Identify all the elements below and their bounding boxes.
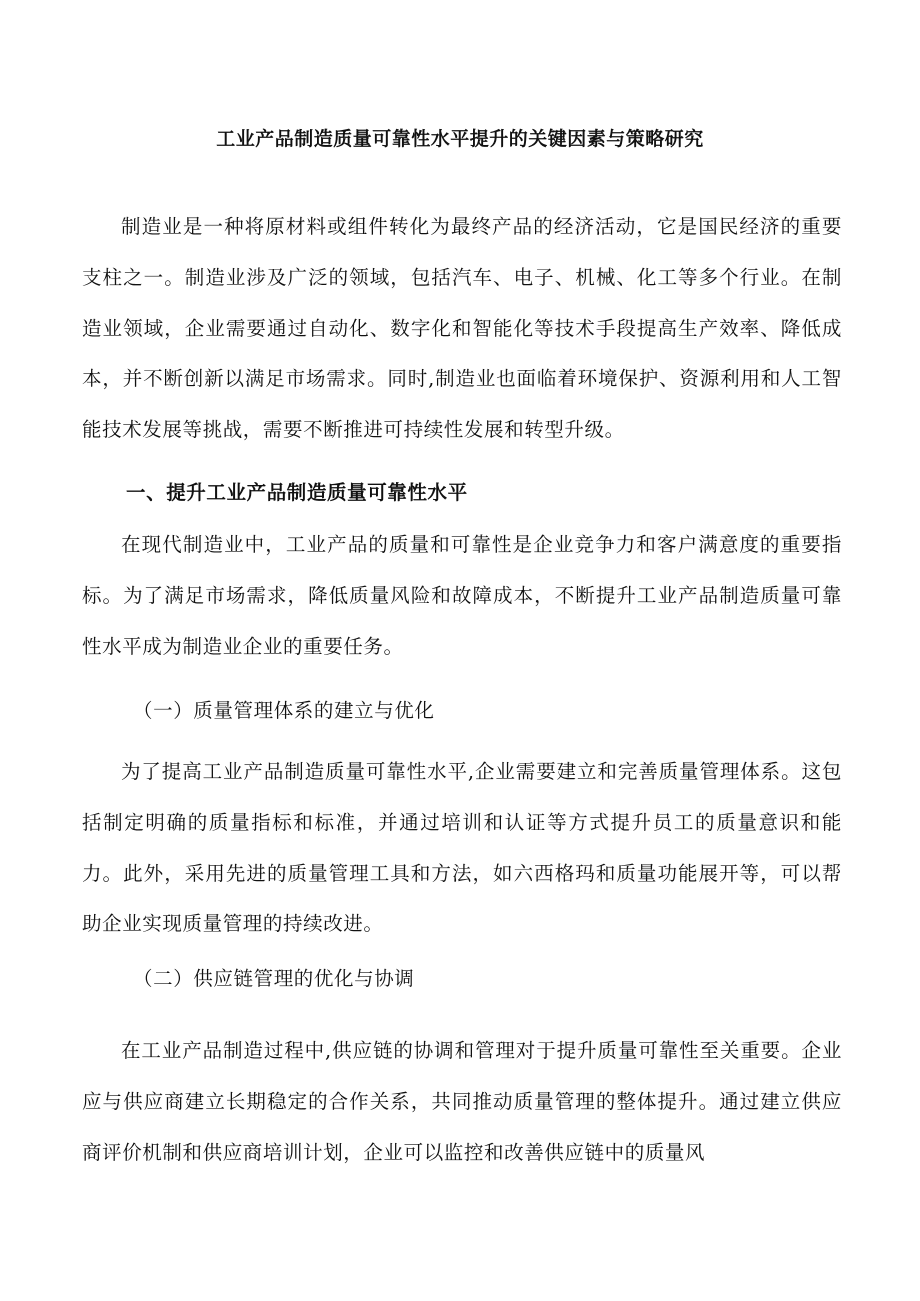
subsection-heading-1: （一）质量管理体系的建立与优化	[133, 699, 435, 722]
intro-paragraph: 制造业是一种将原材料或组件转化为最终产品的经济活动，它是国民经济的重要支柱之一。制造业涉及广泛的领域，包括汽车、电子、机械、化工等多个行业。在制造业领域，企业需要通过自动化、数字化和智能化等技术手段提高生产效率、降低成本，并不断创新以满足市场需求。同时,制造业也面临着环境保护、资源利用和人工智能技术发展等挑战，需要不断推进可持续性发展和转型升级。	[82, 215, 842, 442]
subsection-heading-2: （二）供应链管理的优化与协调	[133, 967, 415, 990]
section-heading-1: 一、提升工业产品制造质量可靠性水平	[126, 481, 468, 504]
subsection-1-paragraph: 为了提高工业产品制造质量可靠性水平,企业需要建立和完善质量管理体系。这包括制定明确的质量指标和标准，并通过培训和认证等方式提升员工的质量意识和能力。此外，采用先进的质量管理工具和方法，如六西格玛和质量功能展开等，可以帮助企业实现质量管理的持续改进。	[82, 760, 842, 936]
subsection-2-paragraph: 在工业产品制造过程中,供应链的协调和管理对于提升质量可靠性至关重要。企业应与供应商建立长期稳定的合作关系，共同推动质量管理的整体提升。通过建立供应商评价机制和供应商培训计划，企业可以监控和改善供应链中的质量风	[82, 1039, 842, 1164]
document-title: 工业产品制造质量可靠性水平提升的关键因素与策略研究	[216, 128, 704, 150]
section-1-paragraph: 在现代制造业中，工业产品的质量和可靠性是企业竞争力和客户满意度的重要指标。为了满足市场需求，降低质量风险和故障成本，不断提升工业产品制造质量可靠性水平成为制造业企业的重要任务。	[82, 533, 842, 658]
